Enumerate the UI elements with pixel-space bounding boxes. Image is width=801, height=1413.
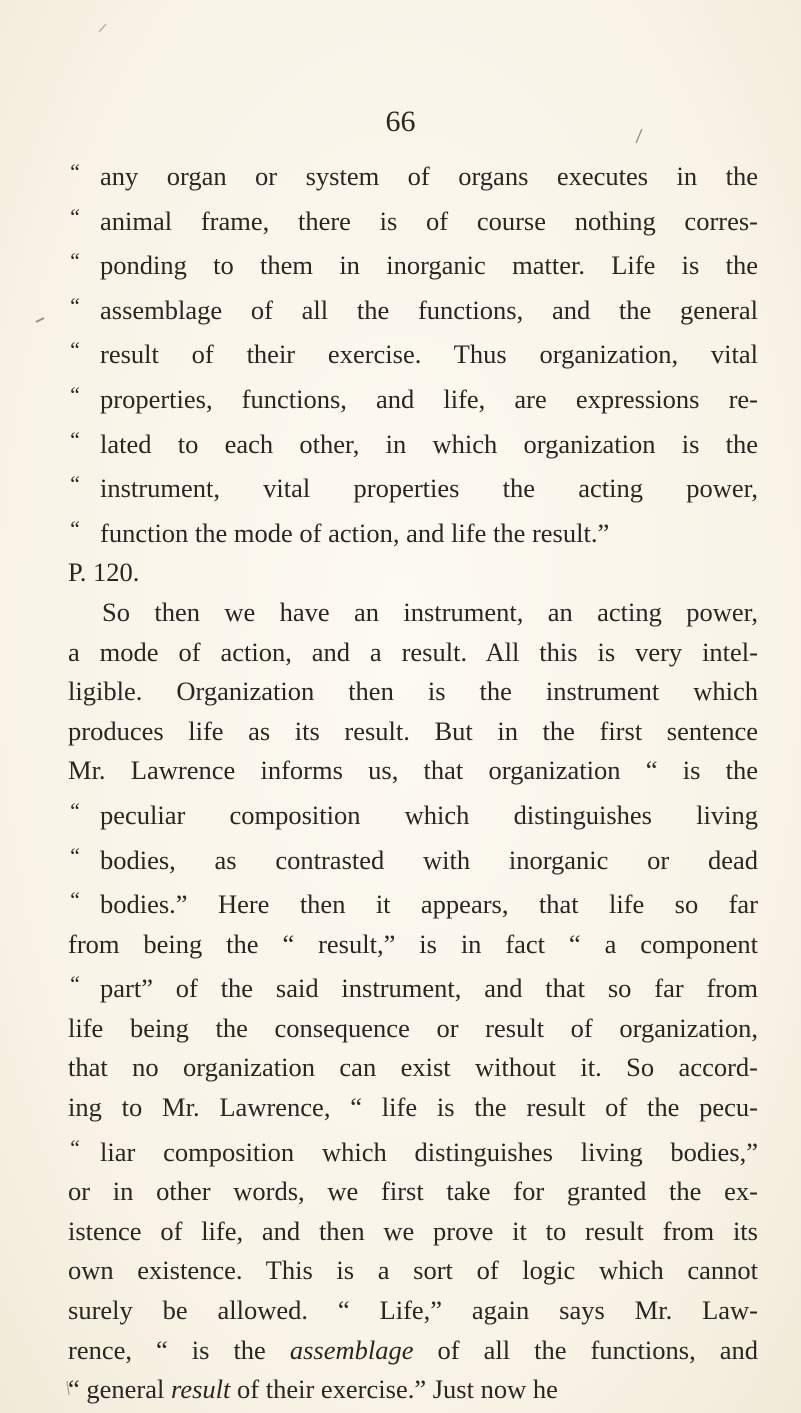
text-line bbox=[68, 751, 758, 791]
line-text: part” of the said instrument, and that so far from bbox=[100, 973, 758, 1004]
text-line bbox=[68, 1172, 758, 1212]
line-text: lated to each other, in which organization is the bbox=[100, 428, 758, 459]
text-line bbox=[68, 1088, 758, 1128]
line-text: result of their exercise. Thus organization, vital bbox=[100, 339, 758, 370]
line-text: a mode of action, and a result. All this is very intel- bbox=[68, 636, 758, 667]
line-quote-mark: “ bbox=[68, 159, 81, 184]
line-quote-mark: “ bbox=[68, 1134, 81, 1160]
text-line bbox=[68, 152, 758, 197]
page-number: 66 bbox=[385, 105, 416, 138]
text-line bbox=[68, 1331, 758, 1371]
text-line bbox=[68, 1291, 758, 1331]
text-line bbox=[68, 1048, 758, 1088]
text-line bbox=[68, 1370, 758, 1410]
text-line bbox=[68, 553, 758, 593]
line-quote-mark: “ bbox=[68, 203, 81, 229]
line-text: So then we have an instrument, an acting power, bbox=[102, 596, 758, 627]
text-line bbox=[68, 420, 758, 465]
text-line bbox=[68, 1009, 758, 1049]
line-quote-mark: “ bbox=[68, 842, 81, 868]
line-text: or in other words, we first take for granted the ex- bbox=[68, 1176, 758, 1207]
text-line bbox=[68, 286, 758, 331]
line-text: assemblage of all the functions, and the general bbox=[100, 294, 758, 325]
line-quote-mark: “ bbox=[68, 797, 81, 823]
line-text: ponding to them in inorganic matter. Life is the bbox=[100, 250, 758, 281]
line-quote-mark: “ bbox=[68, 426, 81, 452]
line-text: rence, “ is the assemblage of all the functions, and bbox=[68, 1334, 758, 1365]
text-line bbox=[68, 241, 758, 286]
line-text: bodies.” Here then it appears, that life so far bbox=[100, 889, 758, 920]
text-line bbox=[68, 712, 758, 752]
line-text: function the mode of action, and life the result.” bbox=[100, 517, 610, 548]
text-line bbox=[68, 1128, 758, 1173]
text-line bbox=[68, 330, 758, 375]
line-text: life being the consequence or result of organization, bbox=[68, 1012, 758, 1043]
line-text: bodies, as contrasted with inorganic or dead bbox=[100, 844, 758, 875]
line-quote-mark: “ bbox=[68, 515, 81, 541]
line-quote-mark: “ bbox=[68, 887, 81, 913]
line-text: istence of life, and then we prove it to result from its bbox=[68, 1215, 758, 1246]
line-text: ligible. Organization then is the instrument which bbox=[68, 676, 758, 707]
text-line bbox=[68, 880, 758, 925]
line-text: Mr. Lawrence informs us, that organization “ is the bbox=[68, 755, 758, 786]
text-line bbox=[68, 1212, 758, 1252]
line-quote-mark: “ bbox=[68, 971, 81, 997]
line-text: properties, functions, and life, are expressions re- bbox=[100, 383, 758, 414]
line-text: from being the “ result,” is in fact “ a component bbox=[68, 928, 758, 959]
line-text: any organ or system of organs executes in the bbox=[100, 161, 758, 191]
line-quote-mark: “ bbox=[68, 292, 81, 318]
line-text: that no organization can exist without it. So accord- bbox=[68, 1052, 758, 1083]
line-text: ing to Mr. Lawrence, “ life is the result of the pecu- bbox=[68, 1092, 758, 1123]
line-text: produces life as its result. But in the first sentence bbox=[68, 715, 758, 746]
line-text: instrument, vital properties the acting power, bbox=[100, 473, 758, 504]
line-text: liar composition which distinguishes living bodies,” bbox=[100, 1136, 758, 1167]
text-line bbox=[68, 509, 758, 554]
body-text bbox=[68, 152, 758, 1410]
line-text: P. 120. bbox=[68, 557, 140, 588]
line-quote-mark: “ bbox=[68, 248, 81, 274]
text-line bbox=[68, 197, 758, 242]
text-line bbox=[68, 1251, 758, 1291]
line-quote-mark: “ bbox=[68, 471, 81, 497]
text-line bbox=[68, 633, 758, 673]
text-line bbox=[68, 593, 758, 633]
line-text: animal frame, there is of course nothing corres- bbox=[100, 205, 758, 236]
line-text: own existence. This is a sort of logic which cannot bbox=[68, 1255, 758, 1286]
text-line bbox=[68, 836, 758, 881]
line-text: surely be allowed. “ Life,” again says Mr. Law- bbox=[68, 1295, 758, 1326]
text-line bbox=[68, 464, 758, 509]
text-line bbox=[68, 791, 758, 836]
line-text: “ general result of their exercise.” Just now he bbox=[68, 1374, 558, 1405]
line-text: peculiar composition which distinguishes living bbox=[100, 799, 758, 830]
line-quote-mark: “ bbox=[68, 381, 81, 407]
text-line bbox=[68, 925, 758, 965]
line-quote-mark: “ bbox=[68, 337, 81, 363]
text-line bbox=[68, 672, 758, 712]
text-line bbox=[68, 375, 758, 420]
text-line bbox=[68, 964, 758, 1009]
